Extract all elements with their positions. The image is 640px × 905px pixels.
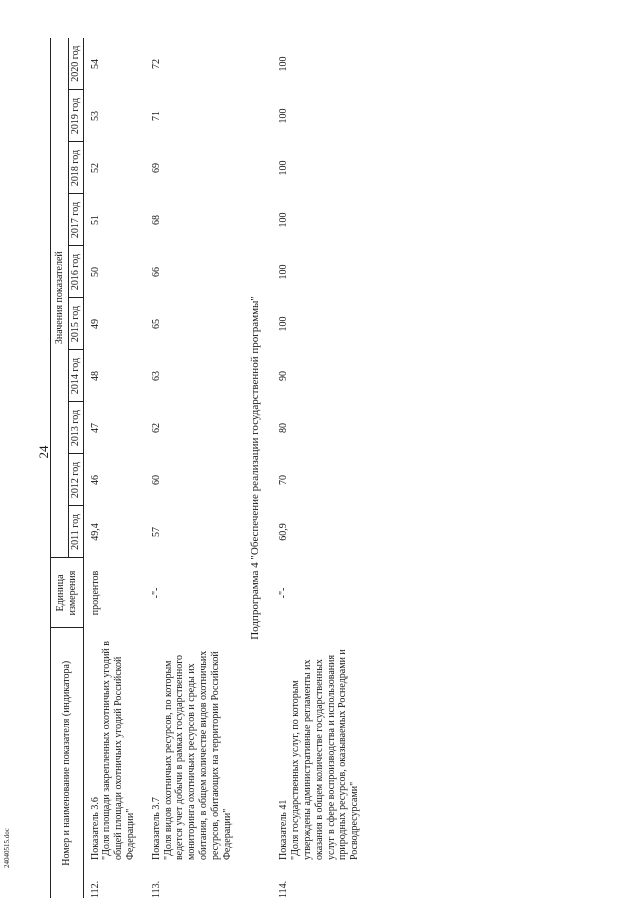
header-year: 2019 год (69, 90, 83, 142)
value-cell: 54 (89, 58, 101, 69)
indicator-label: Показатель 41 (278, 799, 290, 860)
value-cell: 66 (150, 266, 162, 277)
row-number: 112. (89, 880, 101, 898)
value-cell: 100 (278, 160, 290, 176)
header-year: 2018 год (69, 142, 83, 194)
value-cell: 52 (89, 162, 101, 173)
subprogram-title: Подпрограмма 4 "Обеспечение реализации государственной программы" (249, 296, 262, 640)
row-number: 113. (150, 880, 162, 898)
value-cell: 49,4 (89, 523, 101, 541)
value-cell: 100 (278, 56, 290, 72)
value-cell: 60 (150, 474, 162, 485)
value-cell: 60,9 (278, 523, 290, 541)
header-year: 2013 год (69, 402, 83, 454)
value-cell: 71 (150, 110, 162, 121)
table-row (145, 38, 242, 898)
row-name (272, 628, 369, 864)
header-unit: Единица измерения (51, 558, 84, 628)
header-year: 2020 год (69, 38, 83, 90)
indicator-table (50, 38, 369, 898)
table-row (83, 38, 145, 898)
value-cell: 90 (278, 370, 290, 381)
header-year: 2017 год (69, 194, 83, 246)
page-number: 24 (36, 445, 51, 459)
value-cell: 51 (89, 214, 101, 225)
indicator-description: "Доля государственных услуг, по которым утверждены административные регламенты их оказания в общем количестве государственных услуг в сфере воспроизводства и использования природных ресурсов, оказываемых Роснедрами и Росводресурсами" (290, 649, 361, 860)
value-cell: 70 (278, 474, 290, 485)
table-row (272, 38, 369, 898)
subprogram-row (241, 38, 272, 898)
row-unit: процентов (89, 570, 101, 616)
header-year: 2012 год (69, 454, 83, 506)
value-cell: 72 (150, 58, 162, 69)
value-cell: 100 (278, 212, 290, 228)
value-cell: 100 (278, 108, 290, 124)
indicator-description: "Доля площади закрепленных охотничьих угодий в общей площади охотничьих угодий Российской Федерации" (101, 641, 136, 860)
header-name: Номер и наименование показателя (индикатора) (51, 628, 84, 898)
document-id: 24040515.doc (3, 828, 11, 868)
value-cell: 48 (89, 370, 101, 381)
value-cell: 80 (278, 422, 290, 433)
value-cell: 62 (150, 422, 162, 433)
row-number: 114. (278, 880, 290, 898)
value-cell: 100 (278, 316, 290, 332)
row-unit: -"- (150, 587, 162, 599)
row-name (83, 628, 145, 864)
header-year: 2014 год (69, 350, 83, 402)
row-name (145, 628, 242, 864)
header-year: 2015 год (69, 298, 83, 350)
header-year: 2011 год (69, 506, 83, 558)
value-cell: 68 (150, 214, 162, 225)
header-values: Значения показателей (51, 38, 69, 558)
value-cell: 47 (89, 422, 101, 433)
rotated-table-container (50, 38, 610, 898)
value-cell: 53 (89, 110, 101, 121)
row-unit: -"- (278, 587, 290, 599)
value-cell: 63 (150, 370, 162, 381)
value-cell: 57 (150, 526, 162, 537)
indicator-label: Показатель 3.7 (150, 797, 162, 860)
value-cell: 49 (89, 318, 101, 329)
value-cell: 65 (150, 318, 162, 329)
indicator-label: Показатель 3.6 (89, 797, 101, 860)
header-year: 2016 год (69, 246, 83, 298)
value-cell: 100 (278, 264, 290, 280)
value-cell: 69 (150, 162, 162, 173)
value-cell: 46 (89, 474, 101, 485)
indicator-description: "Доля видов охотничьих ресурсов, по которым ведется учет добычи в рамках государственного мониторинга охотничьих ресурсов и среды их обитания, в общем количестве видов охотничьих ресурсов, обитающих на территории Российской Федерации" (162, 650, 233, 860)
value-cell: 50 (89, 266, 101, 277)
